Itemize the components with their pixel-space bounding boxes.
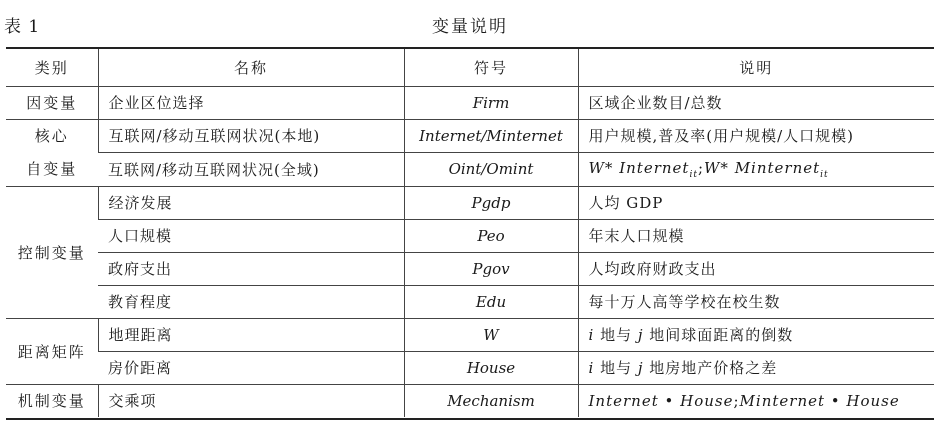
name-cell: 经济发展 [98, 186, 404, 219]
formula-part: House [680, 391, 734, 410]
name-cell: 互联网/移动互联网状况(本地) [98, 119, 404, 153]
description-cell: 年末人口规模 [578, 219, 934, 252]
formula-dot: • [658, 391, 681, 410]
name-cell: 人口规模 [98, 219, 404, 252]
formula-separator: ; [733, 391, 740, 410]
formula-separator: ; [697, 158, 704, 177]
description-text: 地房地产价格之差 [643, 359, 778, 377]
table-row [6, 86, 934, 119]
bottom-rule [6, 418, 934, 420]
header-row [6, 49, 934, 86]
formula-dot: • [825, 391, 847, 410]
symbol-cell: Oint/Omint [404, 153, 578, 187]
formula-part: House [846, 391, 900, 410]
header-symbol: 符号 [404, 49, 578, 86]
table-row [6, 119, 934, 153]
category-cell: 距离矩阵 [6, 318, 98, 384]
table-row [6, 153, 934, 187]
symbol-cell: W [404, 318, 578, 351]
table-row [6, 318, 934, 351]
symbol-cell: Pgdp [404, 186, 578, 219]
name-cell: 交乘项 [98, 384, 404, 417]
formula-part: i [588, 326, 595, 344]
symbol-cell: House [404, 351, 578, 384]
name-cell: 企业区位选择 [98, 86, 404, 119]
description-cell [578, 384, 934, 417]
formula-part: j [637, 326, 644, 344]
formula-part: Internet [619, 158, 690, 177]
table-row [6, 252, 934, 285]
table-label: 表 1 [4, 17, 41, 37]
header-name: 名称 [98, 49, 404, 86]
table-row [6, 186, 934, 219]
table-row [6, 351, 934, 384]
description-cell [578, 351, 934, 384]
symbol-cell: Internet/Minternet [404, 119, 578, 153]
description-cell: 用户规模,普及率(用户规模/人口规模) [578, 119, 934, 153]
formula-part: Minternet [739, 391, 826, 410]
description-text: 地与 [594, 326, 638, 344]
description-cell: 每十万人高等学校在校生数 [578, 285, 934, 318]
symbol-cell: Pgov [404, 252, 578, 285]
formula-part: W* [704, 158, 729, 177]
symbol-cell: Peo [404, 219, 578, 252]
formula-part: W* [588, 158, 614, 177]
description-cell: 人均 GDP [578, 186, 934, 219]
description-cell: 区域企业数目/总数 [578, 86, 934, 119]
category-cell [6, 119, 98, 186]
symbol-cell: Mechanism [404, 384, 578, 417]
symbol-cell: Firm [404, 86, 578, 119]
table-row [6, 285, 934, 318]
description-text: 地与 [594, 359, 638, 377]
header-category: 类别 [34, 58, 69, 77]
formula-subscript: it [820, 169, 829, 180]
name-cell: 教育程度 [98, 285, 404, 318]
description-cell [578, 153, 934, 187]
name-cell: 互联网/移动互联网状况(全域) [98, 153, 404, 187]
table-row [6, 384, 934, 417]
name-cell: 政府支出 [98, 252, 404, 285]
symbol-cell: Edu [404, 285, 578, 318]
description-text: 地间球面距离的倒数 [643, 326, 794, 344]
formula-subscript: it [689, 169, 698, 180]
category-cell: 控制变量 [6, 186, 98, 318]
category-cell: 因变量 [6, 86, 98, 119]
table-row [6, 219, 934, 252]
description-cell: 人均政府财政支出 [578, 252, 934, 285]
formula-part: Minternet [734, 158, 821, 177]
description-cell [578, 318, 934, 351]
name-cell: 地理距离 [98, 318, 404, 351]
name-cell: 房价距离 [98, 351, 404, 384]
table-title: 变量说明 [432, 17, 508, 37]
category-line: 核心 [34, 126, 69, 145]
variables-table [6, 49, 934, 417]
formula-part: j [637, 359, 644, 377]
formula-part: i [588, 359, 595, 377]
header-description: 说明 [578, 49, 934, 86]
category-line: 自变量 [26, 159, 78, 178]
category-cell: 机制变量 [6, 384, 98, 417]
formula-part: Internet [588, 391, 659, 410]
